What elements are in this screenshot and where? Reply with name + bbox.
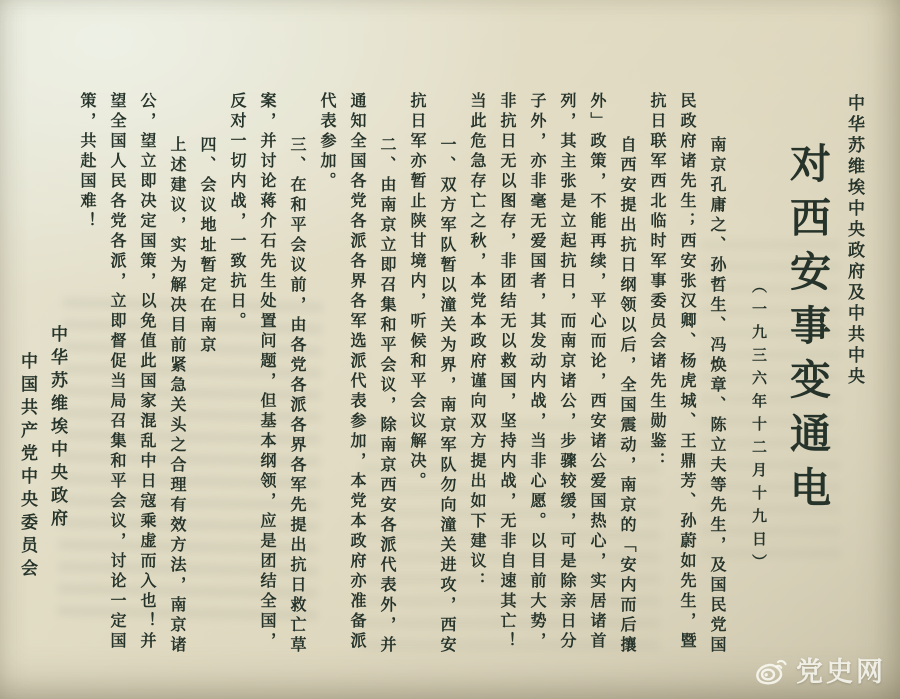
text-column: 南京孔庸之、孙哲生、冯焕章、陈立夫等先生，及国民党国 xyxy=(708,136,727,656)
text-column: 公，望立即决定国策，以免值此国家混乱中日寇乘虚而入也！并 xyxy=(138,92,157,652)
text-column: 代表参加。 xyxy=(318,92,337,192)
watermark-site-name: 党史网 xyxy=(796,657,886,688)
document-issuer-heading: 中华苏维埃中央政府及中共中央 xyxy=(844,94,864,388)
document-title: 对西安事变通电 xyxy=(783,142,831,520)
document-date: （一九三六年十二月十九日） xyxy=(750,278,768,577)
signature-soviet-central-government: 中华苏维埃中央政府 xyxy=(47,325,67,532)
text-column: 当此危急存亡之秋，本党本政府谨向双方提出如下建议： xyxy=(468,92,487,592)
text-column: 民政府诸先生；西安张汉卿、杨虎城、王鼎芳、孙蔚如先生，暨 xyxy=(678,92,697,652)
text-column: 三、在和平会议前，由各党各派各界各军先提出抗日救亡草 xyxy=(288,136,307,656)
text-column: 自西安提出抗日纲领以后，全国震动，南京的「安内而后攘 xyxy=(618,136,637,656)
text-column: 反对一切内战，一致抗日。 xyxy=(228,92,247,332)
text-column: 列，其主张是立起抗日，而南京诸公，步骤较缓，可是除亲日分 xyxy=(558,92,577,652)
text-column: 非抗日无以图存，非团结无以救国，坚持内战，无非自速其亡！ xyxy=(498,92,517,652)
signature-cpc-central-committee: 中国共产党中央委员会 xyxy=(17,352,37,582)
text-column: 通知全国各党各派各界各军选派代表参加，本党本政府亦准备派 xyxy=(348,92,367,652)
text-column: 抗日联军西北临时军事委员会诸先生勋鉴： xyxy=(648,92,667,472)
text-column: 外」政策，不能再续，平心而论，西安诸公爱国热心，实居诸首 xyxy=(588,92,607,652)
text-column: 一、双方军队暂以潼关为界，南京军队勿向潼关进攻，西安 xyxy=(438,136,457,656)
text-column: 望全国人民各党各派，立即督促当局召集和平会议，讨论一定国 xyxy=(108,92,127,652)
text-column: 抗日军亦暂止陕甘境内，听候和平会议解决。 xyxy=(408,92,427,492)
text-column: 上述建议，实为解决目前紧急关头之合理有效方法，南京诸 xyxy=(168,136,187,656)
body-columns xyxy=(72,70,732,676)
text-column: 子外，亦非毫无爱国者，其发动内战，当非心愿。以目前大势， xyxy=(528,92,547,652)
text-column: 案，并讨论蒋介石先生处置问题，但基本纲领，应是团结全国， xyxy=(258,92,277,652)
text-column: 策，共赴国难！ xyxy=(78,92,97,232)
telegram-document xyxy=(12,70,870,676)
text-column: 二、由南京立即召集和平会议，除南京西安各派代表外，并 xyxy=(378,136,397,656)
text-column: 四、会议地址暂定在南京 xyxy=(198,136,217,356)
